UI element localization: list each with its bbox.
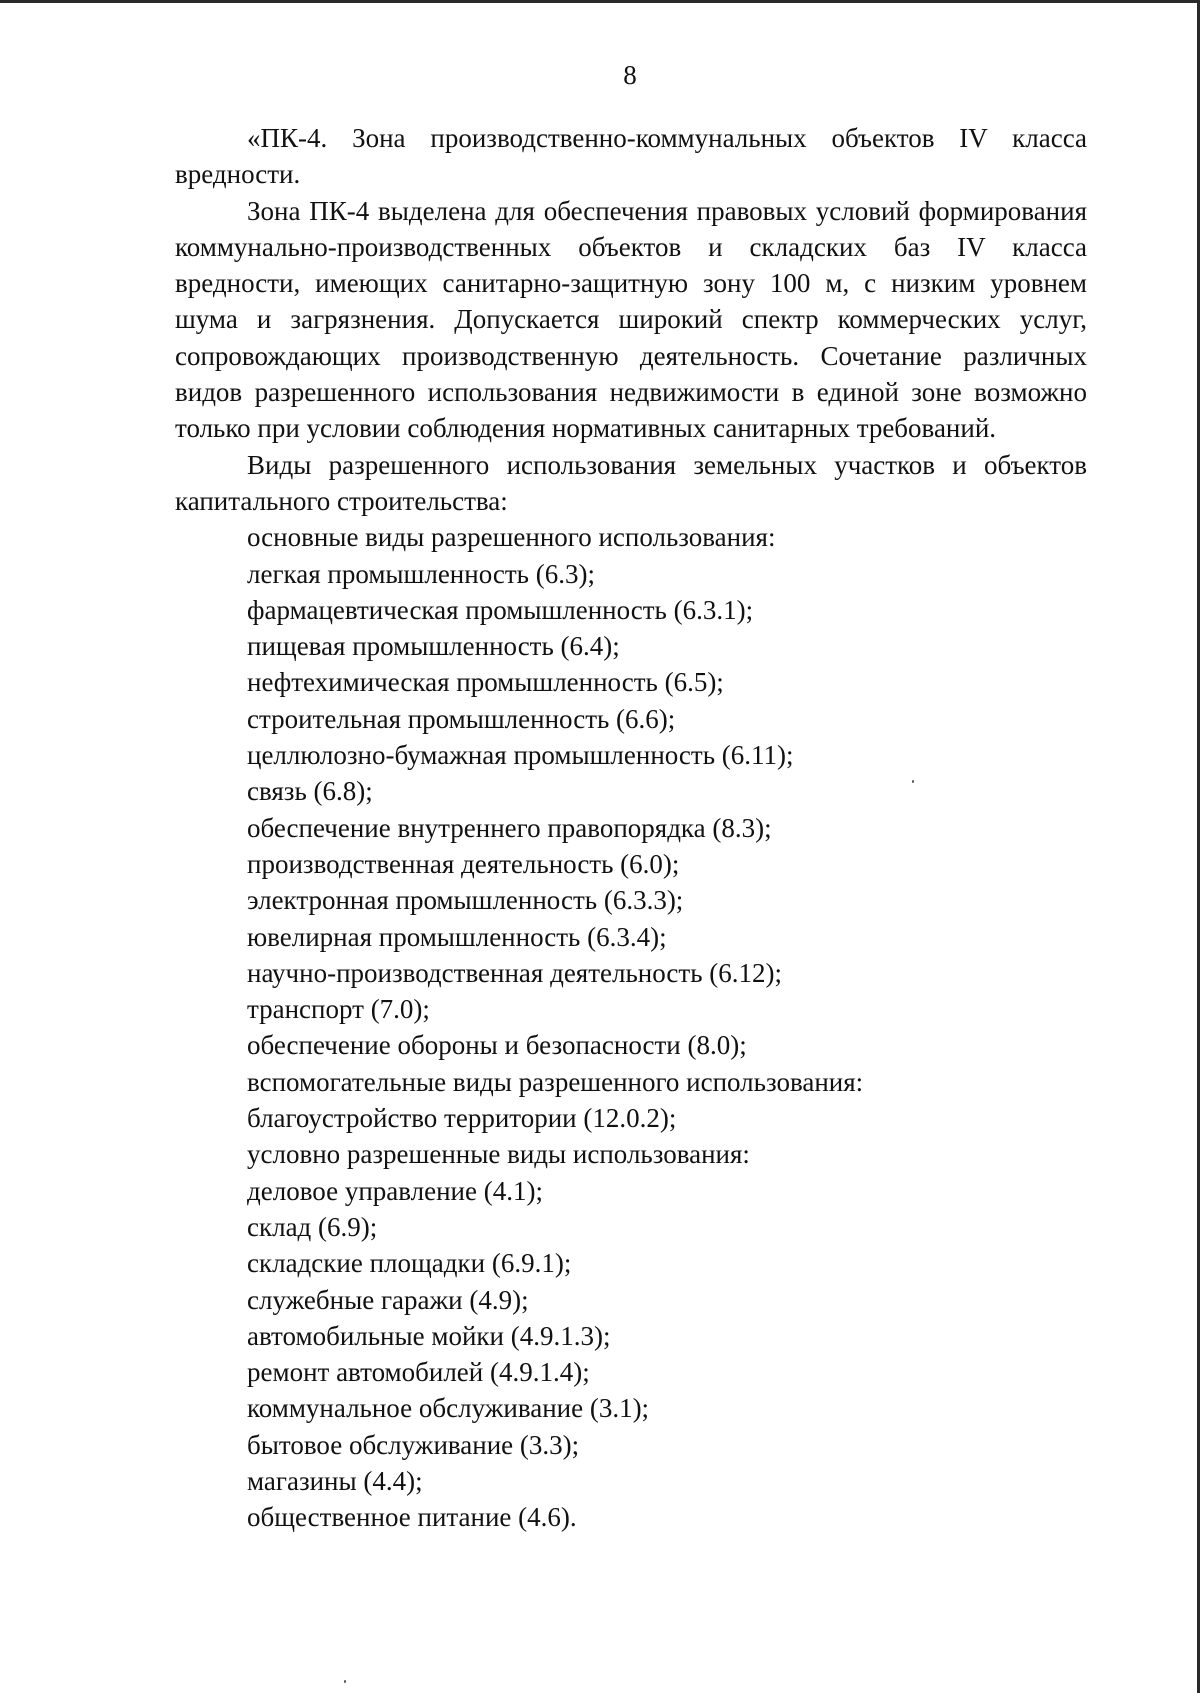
list-item: связь (6.8); [247,776,373,807]
list-item: целлюлозно-бумажная промышленность (6.11); [247,740,794,771]
list-item: научно-производственная деятельность (6.12); [247,957,782,988]
scan-speck [344,1680,346,1683]
list-item: фармацевтическая промышленность (6.3.1); [247,594,754,625]
list-item: нефтехимическая промышленность (6.5); [247,667,724,698]
list-item: ювелирная промышленность (6.3.4); [247,921,667,952]
permitted-use-intro: Виды разрешенного использования земельных участков и объектов капитального строительства: [175,449,1087,516]
permitted-use-list [175,519,1087,1535]
list-item: общественное питание (4.6). [247,1502,577,1533]
page-number: 8 [623,60,637,90]
list-item: служебные гаражи (4.9); [247,1284,529,1315]
zone-heading: «ПК-4. Зона производственно-коммунальных объектов IV класса вредности. [175,123,1087,190]
list-item: деловое управление (4.1); [247,1175,543,1206]
list-item: ремонт автомобилей (4.9.1.4); [247,1357,590,1388]
list-item: коммунальное обслуживание (3.1); [247,1393,650,1424]
list-item: складские площадки (6.9.1); [247,1248,572,1279]
list-item: пищевая промышленность (6.4); [247,631,620,662]
list-item: условно разрешенные виды использования: [247,1139,750,1170]
list-item: склад (6.9); [247,1211,378,1242]
scan-speck [912,780,914,783]
list-item: обеспечение внутреннего правопорядка (8.3); [247,812,772,843]
list-item: магазины (4.4); [247,1465,423,1496]
list-item: электронная промышленность (6.3.3); [247,885,684,916]
list-item: вспомогательные виды разрешенного использования: [247,1066,864,1097]
scan-edge-top [0,0,1200,3]
list-item: бытовое обслуживание (3.3); [247,1429,580,1460]
document-body [175,120,1087,1536]
list-item: основные виды разрешенного использования: [247,522,776,553]
list-item: транспорт (7.0); [247,994,430,1025]
list-item: автомобильные мойки (4.9.1.3); [247,1320,611,1351]
list-item: строительная промышленность (6.6); [247,703,676,734]
list-item: легкая промышленность (6.3); [247,558,595,589]
list-item: благоустройство территории (12.0.2); [247,1103,677,1134]
list-item: обеспечение обороны и безопасности (8.0); [247,1030,747,1061]
zone-description: Зона ПК-4 выделена для обеспечения правовых условий формирования коммунально-производственных объектов и складских баз IV класса вредности, имеющих санитарно-защитную зону 100 м, с низким уровнем шума и загрязнения. Допускается широкий спектр коммерческих услуг, сопровождающих производственную деятельность. Сочетание различных видов разрешенного использования недвижимости в единой зоне возможно только при условии соблюдения нормативных санитарных требований. [175,195,1087,444]
list-item: производственная деятельность (6.0); [247,848,680,879]
